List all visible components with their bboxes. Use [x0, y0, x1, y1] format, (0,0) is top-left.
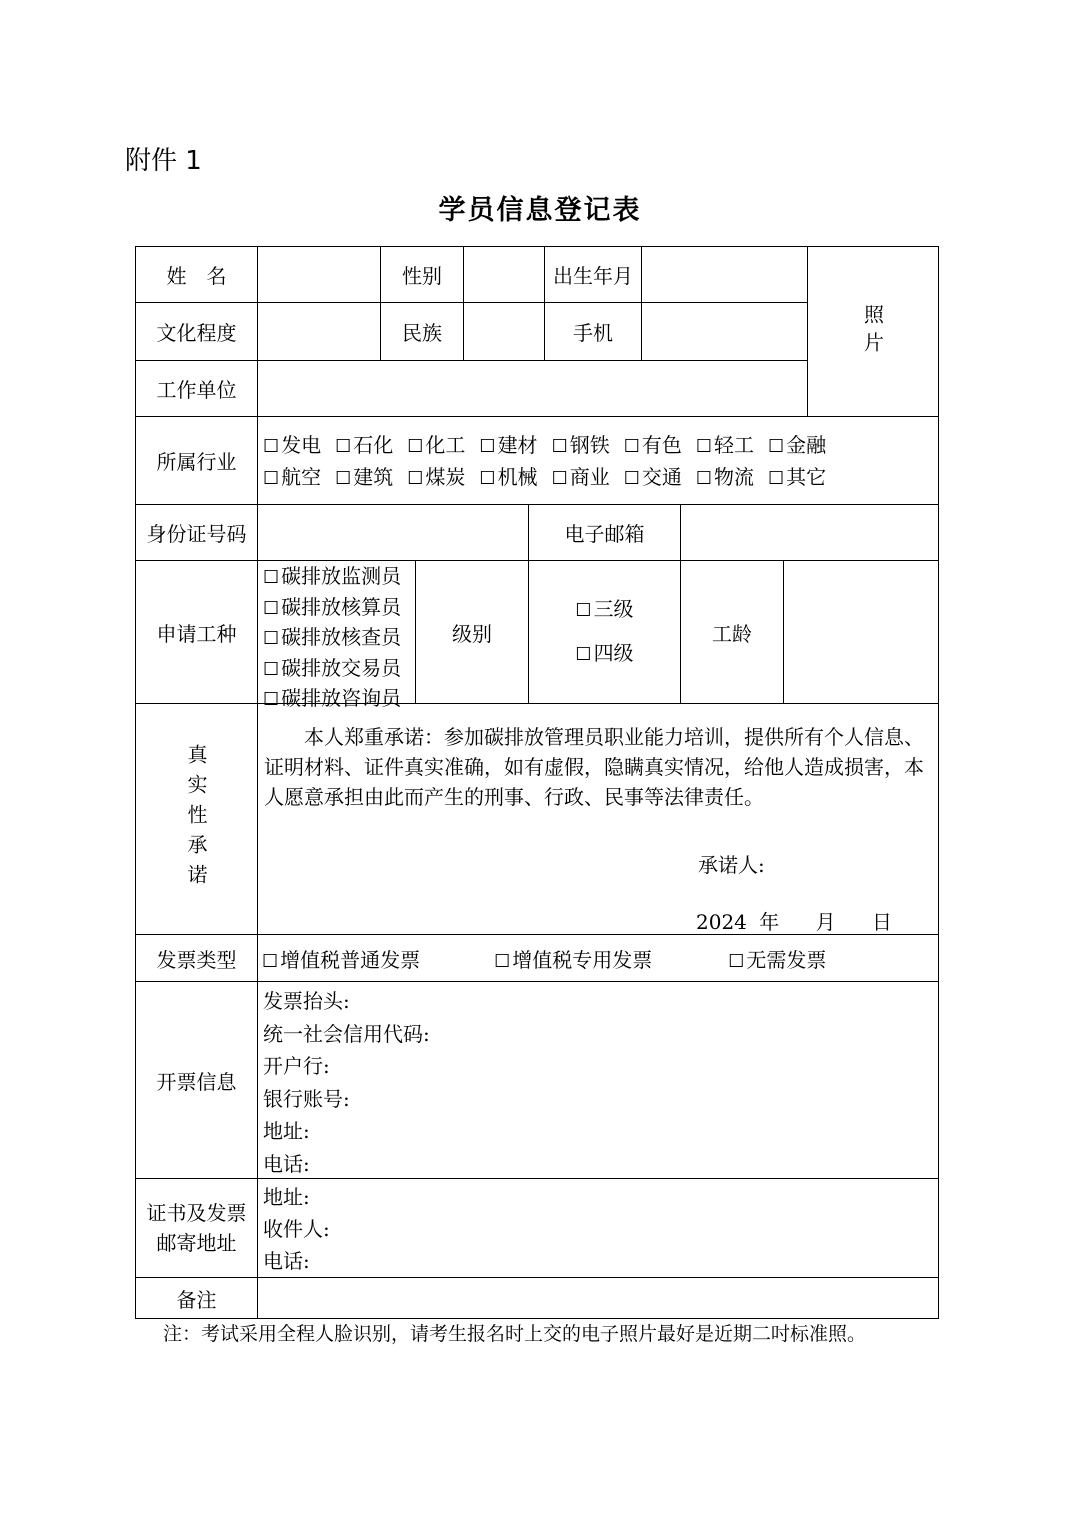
industry-option-label: 其它: [786, 465, 827, 489]
checkbox-icon[interactable]: ☐: [767, 436, 785, 457]
industry-option-label: 发电: [281, 433, 322, 457]
invoice-type-option[interactable]: [494, 944, 652, 973]
promise-text: 本人郑重承诺：参加碳排放管理员职业能力培训，提供所有个人信息、证明材料、证件真实准确，如有虚假，隐瞒真实情况，给他人造成损害，本人愿意承担由此而产生的刑事、行政、民事等法律责任。: [264, 725, 924, 809]
industry-option[interactable]: [696, 462, 754, 494]
checkbox-icon[interactable]: ☐: [263, 689, 280, 710]
birth-input[interactable]: [641, 246, 808, 303]
phone-label: 手机: [544, 302, 642, 361]
industry-option[interactable]: [552, 430, 610, 462]
mail-field[interactable]: 电话:: [263, 1249, 310, 1273]
date-month-label: 月: [815, 910, 836, 934]
checkbox-icon[interactable]: ☐: [263, 597, 280, 619]
industry-option-label: 机械: [497, 465, 538, 489]
job-type-option-label: 碳排放核算员: [281, 594, 402, 619]
page-title: 学员信息登记表: [438, 195, 642, 226]
checkbox-icon[interactable]: ☐: [695, 436, 712, 457]
job-type-label: 申请工种: [135, 560, 258, 704]
industry-option-label: 煤炭: [425, 465, 466, 489]
date-year-label: 年: [759, 910, 780, 934]
promise-cell: [257, 703, 939, 935]
remark-input[interactable]: [257, 1277, 939, 1319]
job-type-option-label: 碳排放核查员: [281, 625, 402, 649]
invoice-type-option-label: 增值税专用发票: [512, 947, 653, 972]
checkbox-icon[interactable]: ☐: [407, 468, 424, 489]
job-type-option[interactable]: [263, 623, 401, 654]
name-input[interactable]: [257, 246, 381, 303]
ethnicity-label: 民族: [380, 302, 464, 361]
industry-option[interactable]: [263, 430, 321, 462]
industry-option-label: 建筑: [353, 465, 394, 489]
photo-box[interactable]: [807, 246, 939, 417]
industry-option[interactable]: [624, 430, 682, 462]
id-number-label: 身份证号码: [135, 504, 258, 561]
promise-label: 真实性承诺: [184, 744, 208, 894]
industry-options: [257, 416, 939, 505]
industry-option-label: 轻工: [713, 433, 754, 457]
job-type-option[interactable]: [263, 562, 401, 593]
id-number-input[interactable]: [257, 504, 529, 561]
job-type-option[interactable]: [263, 593, 401, 624]
checkbox-icon[interactable]: ☐: [263, 628, 280, 649]
industry-option-label: 物流: [713, 465, 754, 489]
industry-option[interactable]: [407, 462, 465, 494]
industry-option[interactable]: [552, 462, 610, 494]
footnote: 注：考试采用全程人脸识别，请考生报名时上交的电子照片最好是近期二吋标准照。: [163, 1323, 867, 1345]
remark-label: 备注: [135, 1277, 258, 1319]
invoice-info-fields: [257, 981, 939, 1179]
invoice-info-field[interactable]: 统一社会信用代码:: [263, 1021, 430, 1046]
promiser-label: 承诺人:: [698, 853, 765, 877]
industry-option-label: 建材: [497, 433, 538, 457]
invoice-type-option[interactable]: [262, 944, 420, 973]
promise-date: [696, 906, 892, 935]
checkbox-icon[interactable]: ☐: [479, 436, 496, 457]
email-label: 电子邮箱: [528, 504, 681, 561]
industry-option[interactable]: [335, 430, 393, 462]
checkbox-icon[interactable]: ☐: [575, 644, 592, 665]
checkbox-icon[interactable]: ☐: [695, 468, 712, 489]
name-label: 姓 名: [135, 246, 258, 303]
invoice-info-field[interactable]: 地址:: [263, 1119, 310, 1143]
mail-fields: [257, 1178, 939, 1278]
job-type-option-label: 碳排放交易员: [281, 655, 402, 680]
job-type-option-label: 碳排放监测员: [281, 564, 402, 588]
checkbox-icon[interactable]: ☐: [551, 436, 568, 457]
invoice-type-option-label: 增值税普通发票: [280, 947, 421, 972]
checkbox-icon[interactable]: ☐: [263, 567, 280, 588]
phone-input[interactable]: [641, 302, 808, 361]
checkbox-icon[interactable]: ☐: [494, 950, 511, 972]
attachment-label: 附件 1: [125, 146, 202, 176]
checkbox-icon[interactable]: ☐: [728, 950, 745, 972]
industry-option-label: 航空: [281, 465, 322, 489]
date-day-label: 日: [871, 910, 892, 934]
industry-label: 所属行业: [135, 416, 258, 505]
industry-option-label: 钢铁: [569, 433, 610, 457]
checkbox-icon[interactable]: ☐: [623, 436, 640, 457]
job-type-option-label: 碳排放咨询员: [281, 686, 402, 710]
industry-option-label: 有色: [641, 433, 682, 457]
photo-label: 照片: [860, 303, 885, 360]
invoice-type-options: [257, 934, 939, 982]
industry-option-label: 商业: [569, 465, 610, 489]
invoice-info-field[interactable]: 发票抬头:: [263, 989, 350, 1013]
industry-option-label: 金融: [786, 433, 827, 457]
date-year: 2024: [696, 910, 747, 934]
industry-option[interactable]: [768, 430, 826, 462]
work-unit-label: 工作单位: [135, 360, 258, 417]
checkbox-icon[interactable]: ☐: [263, 658, 280, 680]
checkbox-icon[interactable]: ☐: [407, 436, 424, 457]
gender-input[interactable]: [463, 246, 545, 303]
industry-option-label: 化工: [425, 433, 466, 457]
mail-address-label: 证书及发票邮寄地址: [135, 1178, 258, 1278]
checkbox-icon[interactable]: ☐: [767, 468, 785, 489]
seniority-input[interactable]: [783, 560, 939, 704]
industry-option[interactable]: [696, 430, 754, 462]
checkbox-icon[interactable]: ☐: [479, 468, 496, 489]
education-input[interactable]: [257, 302, 381, 361]
level-option[interactable]: [575, 588, 633, 632]
education-label: 文化程度: [135, 302, 258, 361]
level-label: 级别: [415, 560, 529, 704]
industry-option[interactable]: [768, 462, 826, 494]
checkbox-icon[interactable]: ☐: [575, 600, 592, 621]
checkbox-icon[interactable]: ☐: [263, 436, 280, 457]
checkbox-icon[interactable]: ☐: [335, 468, 352, 489]
checkbox-icon[interactable]: ☐: [551, 468, 568, 489]
level-option[interactable]: [575, 632, 633, 676]
invoice-info-field[interactable]: 电话:: [263, 1151, 310, 1176]
industry-option[interactable]: [407, 430, 465, 462]
industry-option[interactable]: [479, 430, 537, 462]
invoice-type-label: 发票类型: [135, 934, 258, 982]
checkbox-icon[interactable]: ☐: [335, 436, 352, 457]
job-type-options: [257, 560, 416, 710]
birth-label: 出生年月: [544, 246, 642, 303]
industry-option-label: 石化: [353, 433, 394, 457]
industry-option-label: 交通: [641, 465, 682, 489]
ethnicity-input[interactable]: [463, 302, 545, 361]
email-input[interactable]: [680, 504, 939, 561]
mail-field[interactable]: 收件人:: [263, 1217, 330, 1241]
checkbox-icon[interactable]: ☐: [262, 950, 279, 972]
level-option-label: 三级: [593, 597, 634, 621]
industry-option[interactable]: [624, 462, 682, 494]
work-unit-input[interactable]: [257, 360, 808, 417]
promise-label-cell: [135, 703, 258, 935]
level-option-label: 四级: [593, 641, 634, 665]
invoice-type-option-label: 无需发票: [746, 947, 827, 972]
industry-option[interactable]: [479, 462, 537, 494]
level-options: [528, 560, 681, 704]
invoice-info-field[interactable]: 银行账号:: [263, 1086, 350, 1111]
industry-option[interactable]: [263, 462, 321, 494]
invoice-info-field[interactable]: 开户行:: [263, 1054, 330, 1078]
invoice-info-label: 开票信息: [135, 981, 258, 1179]
industry-option[interactable]: [335, 462, 393, 494]
mail-field[interactable]: 地址:: [263, 1185, 310, 1209]
invoice-type-option[interactable]: [728, 944, 826, 973]
checkbox-icon[interactable]: ☐: [623, 468, 640, 489]
checkbox-icon[interactable]: ☐: [263, 468, 280, 489]
gender-label: 性别: [380, 246, 464, 303]
job-type-option[interactable]: [263, 654, 401, 685]
seniority-label: 工龄: [680, 560, 784, 704]
